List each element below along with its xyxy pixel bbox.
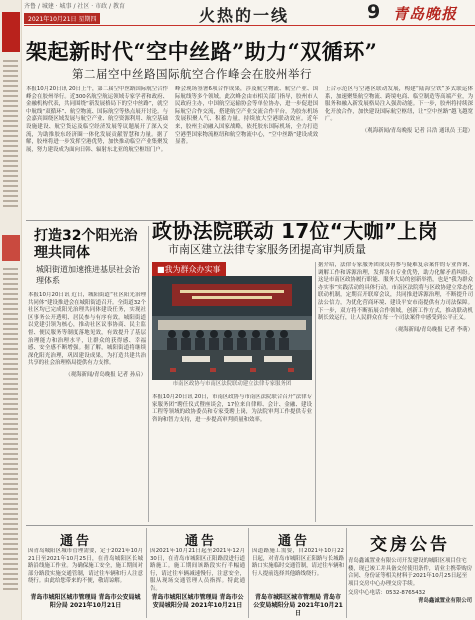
left-story-byline: （观海新闻/青岛晚报 记者 孙启） [65,371,146,378]
center-story-right-column [318,262,473,522]
column-divider [248,528,249,618]
strip-red-block [2,235,20,261]
column-divider [148,226,149,522]
column-divider [346,528,347,618]
left-story-subheadline: 城阳街道加速推进基层社会治理体系 [36,265,140,285]
center-headline: 政协法院联动 17位“大咖”上岗 [152,219,438,243]
notice-title: 通告 [278,534,311,549]
main-story-column-3-text: 上合示范区与空港区联动发展，构建“陆海空铁”多式联运体系，加速聚集航空物流、跨境电商、临空制造等高端产业，为服务和融入新发展格局注入强劲动能。下一步，胶州将持续深化开放合作，加快建设国际航空枢纽，让“空中丝路”越飞越宽广。 [325,86,473,123]
main-story-body [26,86,473,216]
column-divider [315,262,316,522]
main-story-column-2: 峰会现场签署6项合作成果，涉及航空物流、航空产业、国际航线等多个领域。此次峰会由市相关部门指导，胶州市人民政府主办，中国航空运输协会等单位协办，进一步促进国际航空合作交流，搭建航空产业交流合作平台，为胶东机场发展积聚人气、积蓄力量，持续放大空港联动效应。近年来，胶州主动融入国家战略，依托胶东国际机场，全力打造空港型国家物流枢纽和航空物流中心，“空中丝路”建设成效显著。 [175,86,318,146]
center-story-byline: （观海新闻/青岛晚报 记者 李萌） [392,326,473,333]
newspaper-logo: 青岛晚报 [393,5,458,23]
handover-notice-title: 交房公告 [370,535,450,555]
center-story-right-text: 据介绍，法律专家服务团成员将参与疑难复杂案件的专业咨询、调解工作和诉源治理，发挥各自专业优势，助力化解矛盾纠纷。这是市南区政协履行职能、服务大局的创新举措，也是“我为群众办实事”实践活动的具体行动。市南区法院将与区政协建立常态化联动机制，定期召开联席会议，共同推进诉源治理，不断提升司法公信力，为优化营商环境、建设平安市南提供有力司法保障。下一步，双方将不断拓展合作领域，创新工作方式，推动联动机制长效运行，让人民群众在每一个司法案件中感受到公平正义。 [318,262,473,322]
notice-signature: 青岛市城阳区城市管理局 青岛市公安局城阳分局 2021年10月21日 [151,594,244,609]
notice-title: 通告 [60,534,93,549]
section-meta: 齐鲁 / 城建 · 城事 / 社区 · 市政 / 教育 [24,3,125,10]
main-story-column-3 [325,86,473,216]
center-story-body: 本报10月20日讯 20日，市南区政协与市南区法院联合召开“法律专家服务团”聘任仪式暨座谈会，17位来自律师、会计、金融、建设工程等领域的政协委员和专家受聘上岗，为法院审判工作提供专业咨询和智力支持，进一步提高审判质量和效率。 [152,394,312,423]
strip-text-lines [3,268,18,593]
issue-date: 2021年10月21日 星期四 [24,13,100,24]
section-title: 火热的一线 [199,6,290,25]
handover-notice-body [348,558,472,606]
handover-contact: 交房中心电话：0532-8765432 [348,590,426,597]
masthead [24,0,475,26]
notice-body: 因道路施工需要，自2021年10月22日起，对青岛市城阳区正阳路与长城路路口实施临时交通管制，请过往车辆和行人提前选择其他路线绕行。 [252,548,344,577]
notice-signature: 青岛市城阳区城市管理局 青岛市公安局城阳分局 2021年10月21日 [30,594,141,609]
page-number: 9 [367,1,381,23]
center-subheadline: 市南区建立法律专家服务团提高审判质量 [168,243,366,256]
notice-body: 因2021年10月21日起至2021年12月30日，在青岛市城阳区正阳路段进行道路施工。施工期间该路段实行半幅通行，请过往车辆减速慢行，注意安全，服从现场交通管理人员指挥。特此通告。 [150,548,245,592]
left-story-body [28,292,146,452]
previous-page-strip [0,0,22,620]
strip-red-block [2,12,20,52]
column-divider [146,528,147,618]
main-headline: 架起新时代“空中丝路”助力“双循环” [26,39,378,64]
left-story-headline: 打造32个阳光治理共同体 [34,228,138,261]
photo-caption: 市南区政协与市南区法院联动建立法律专家服务团 [172,381,292,387]
section-divider [26,525,473,526]
strip-text-lines [3,60,18,210]
meeting-photo-illustration [152,276,312,380]
main-subheadline: 第二届空中丝路国际航空合作峰会在胶州举行 [72,67,312,81]
notice-signature: 青岛市城阳区城市管理局 青岛市公安局城阳分局 2021年10月21日 [253,594,343,617]
left-story-text: 本报10月20日讯 近日，城阳街道“社区阳光治理共同体”建设推进会在城阳街道召开。全街道32个社区均已完成阳光治理共同体建设任务，实现社区事务公开透明、居民参与有序有效。城阳街道以党建引领为核心，推动社区议事协商、民主监督、便民服务等制度落地见效，有效提升了基层治理能力和治理水平，让群众的获得感、幸福感、安全感不断增强。据了解，城阳街道将继续深化阳光治理，巩固建设成果，为打造共建共治共享的社会治理格局提供有力支撑。 [28,292,146,367]
main-story-byline: （观海新闻/青岛晚报 记者 吕浩 通讯员 王超） [361,127,473,134]
campaign-tag: ■我为群众办实事 [152,262,226,277]
handover-notice-text: 青岛鑫诚置业有限公司开发建设的城阳区项目住宅楼，现已竣工并具备交付使用条件，请业主携带购房合同、身份证等相关材料于2021年10月25日起至项目交房中心办理交房手续。 [348,558,472,587]
main-story-column-1: 本报10月20日讯 20日上午，第二届空中丝路国际航空合作峰会在胶州举行。近300名航空航运领域专家学者和政府、金融机构代表，共同围绕“新发展格局下的空中丝路”，就空中航线“双循环”、航空物流、国际航空等热点展开讨论。与会嘉宾围绕区域发展与航空产业、航空资源利用、航空基础设施建设、航空货运及临空经济发展等议题展开了深入交流，为助推胶东经济圈一体化发展贡献智慧和力量。据了解，胶州将进一步发挥空港优势，加快推动临空产业集聚发展，努力建设成为面向日韩、辐射东北亚的航空枢纽门户。 [26,86,168,153]
notice-title: 通告 [185,534,218,549]
handover-signature: 青岛鑫诚置业有限公司 [418,597,472,604]
news-photo [152,276,312,380]
notice-body: 因青岛城阳区城市管理需要，定于2021年10月21日至2021年10月25日，在青岛城阳区长城路沿线施工作业。为确保施工安全，施工期间对部分路段实施交通管制，请过往车辆和行人注意绕行。由此给您带来的不便，敬请谅解。 [28,548,143,585]
